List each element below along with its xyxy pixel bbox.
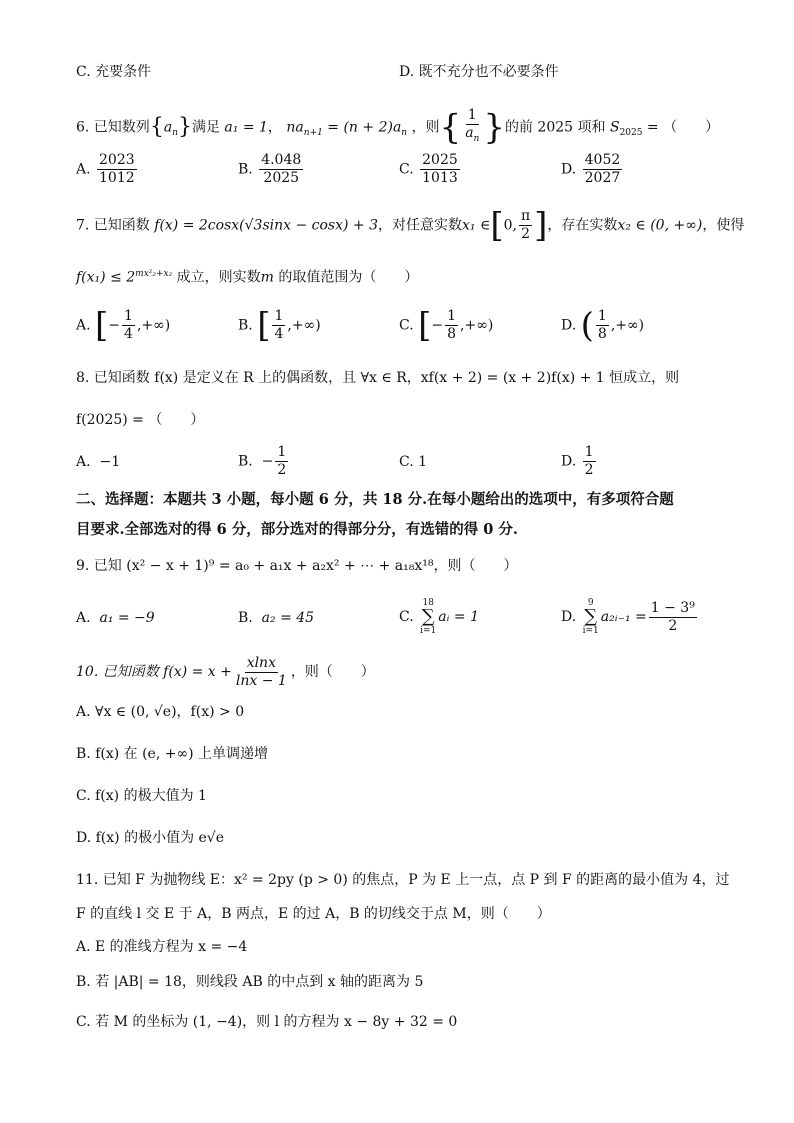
q10-option-c: C. f(x) 的极大值为 1 [76,788,207,804]
q8-stem: 8. 已知函数 f(x) 是定义在 R 上的偶函数，且 ∀x ∈ R，xf(x + 2) = (x + 2)f(x) + 1 恒成立，则 [76,370,680,386]
q10-option-b: B. f(x) 在 (e, +∞) 上单调递增 [76,746,269,762]
q8-option-a: A. −1 [76,454,121,470]
q8-option-b: B. − $\frac{1}{2}$ [238,444,287,478]
q11-option-a: A. E 的准线方程为 x = −4 [76,939,248,955]
q7-stem: 7. 已知函数 f(x) = 2cosx(√3sinx − cosx) + 3，对任意实数x₁ ∈[0, $\frac{\pi}{2}$ ]，存在实数x₂ ∈ (0, +∞)，使得 [76,205,745,246]
q8-option-d: D. $\frac{1}{2}$ [561,444,594,478]
section-2-heading: 二、选择题：本题共 3 小题，每小题 6 分，共 18 分.在每小题给出的选项中，有多项符合题 [76,491,674,508]
q7-option-b: B. [ $\frac{1}{4}$ ,+∞) [238,305,321,346]
q9-option-c: C. 18 ∑ i=1 aᵢ = 1 [399,598,479,636]
q7-option-a: A. [− $\frac{1}{4}$ ,+∞) [76,305,171,346]
q9-option-a: A. a₁ = −9 [76,610,155,626]
q9-option-b: B. a₂ = 45 [238,610,315,626]
q5-option-c: C. 充要条件 [76,64,152,80]
q11-option-c: C. 若 M 的坐标为 (1, −4)，则 l 的方程为 x − 8y + 32 = 0 [76,1014,458,1030]
q6-stem: 6. 已知数列$\{a_n\}$满足 a₁ = 1， $na_{n+1} = (n + 2)a_n$ ，则{ $\frac{1}{a_n}$ }的前 2025 项和 $S_{2025}$ = （ ） [76,107,720,148]
q6-option-b: B. $\frac{4.048}{2025}$ [238,152,302,186]
section-2-heading-line2: 目要求.全部选对的得 6 分，部分选对的得部分分，有选错的得 0 分. [76,521,518,538]
q7-stem-line2: $f(x_1) \le 2^{mx^2_2+x_2}$ 成立，则实数m 的取值范围为（ ） [76,269,419,286]
q5-option-d: D. 既不充分也不必要条件 [399,64,559,80]
q7-option-d: D. ( $\frac{1}{8}$ ,+∞) [561,305,645,346]
q6-option-a: A. $\frac{2023}{1012}$ [76,152,135,186]
q11-option-b: B. 若 |AB| = 18，则线段 AB 的中点到 x 轴的距离为 5 [76,974,424,990]
q10-stem: 10. 已知函数 f(x) = x + $\frac{xlnx}{\ln x - 1}$ ，则（ ） [76,654,375,689]
q8-option-c: C. 1 [399,454,428,470]
q7-option-c: C. [− $\frac{1}{8}$ ,+∞) [399,305,494,346]
q8-stem-line2: f(2025) = （ ） [76,412,205,428]
q9-stem: 9. 已知 (x² − x + 1)⁹ = a₀ + a₁x + a₂x² + ⋯ + a₁₈x¹⁸，则（ ） [76,558,518,574]
q6-option-c: C. $\frac{2025}{1013}$ [399,152,458,186]
q10-option-d: D. f(x) 的极小值为 e√e [76,830,225,846]
q11-stem-line2: F 的直线 l 交 E 于 A，B 两点，E 的过 A，B 的切线交于点 M，则（ ） [76,906,551,922]
q6-option-d: D. $\frac{4052}{2027}$ [561,152,621,186]
q10-option-a: A. ∀x ∈ (0, √e)，f(x) > 0 [76,704,245,720]
q11-stem: 11. 已知 F 为抛物线 E：x² = 2py (p > 0) 的焦点，P 为 E 上一点，点 P 到 F 的距离的最小值为 4，过 [76,872,730,888]
q9-option-d: D. 9 ∑ i=1 a₂ᵢ₋₁ = $\frac{\text{1 − 3⁹}}{2}$ [561,598,695,636]
